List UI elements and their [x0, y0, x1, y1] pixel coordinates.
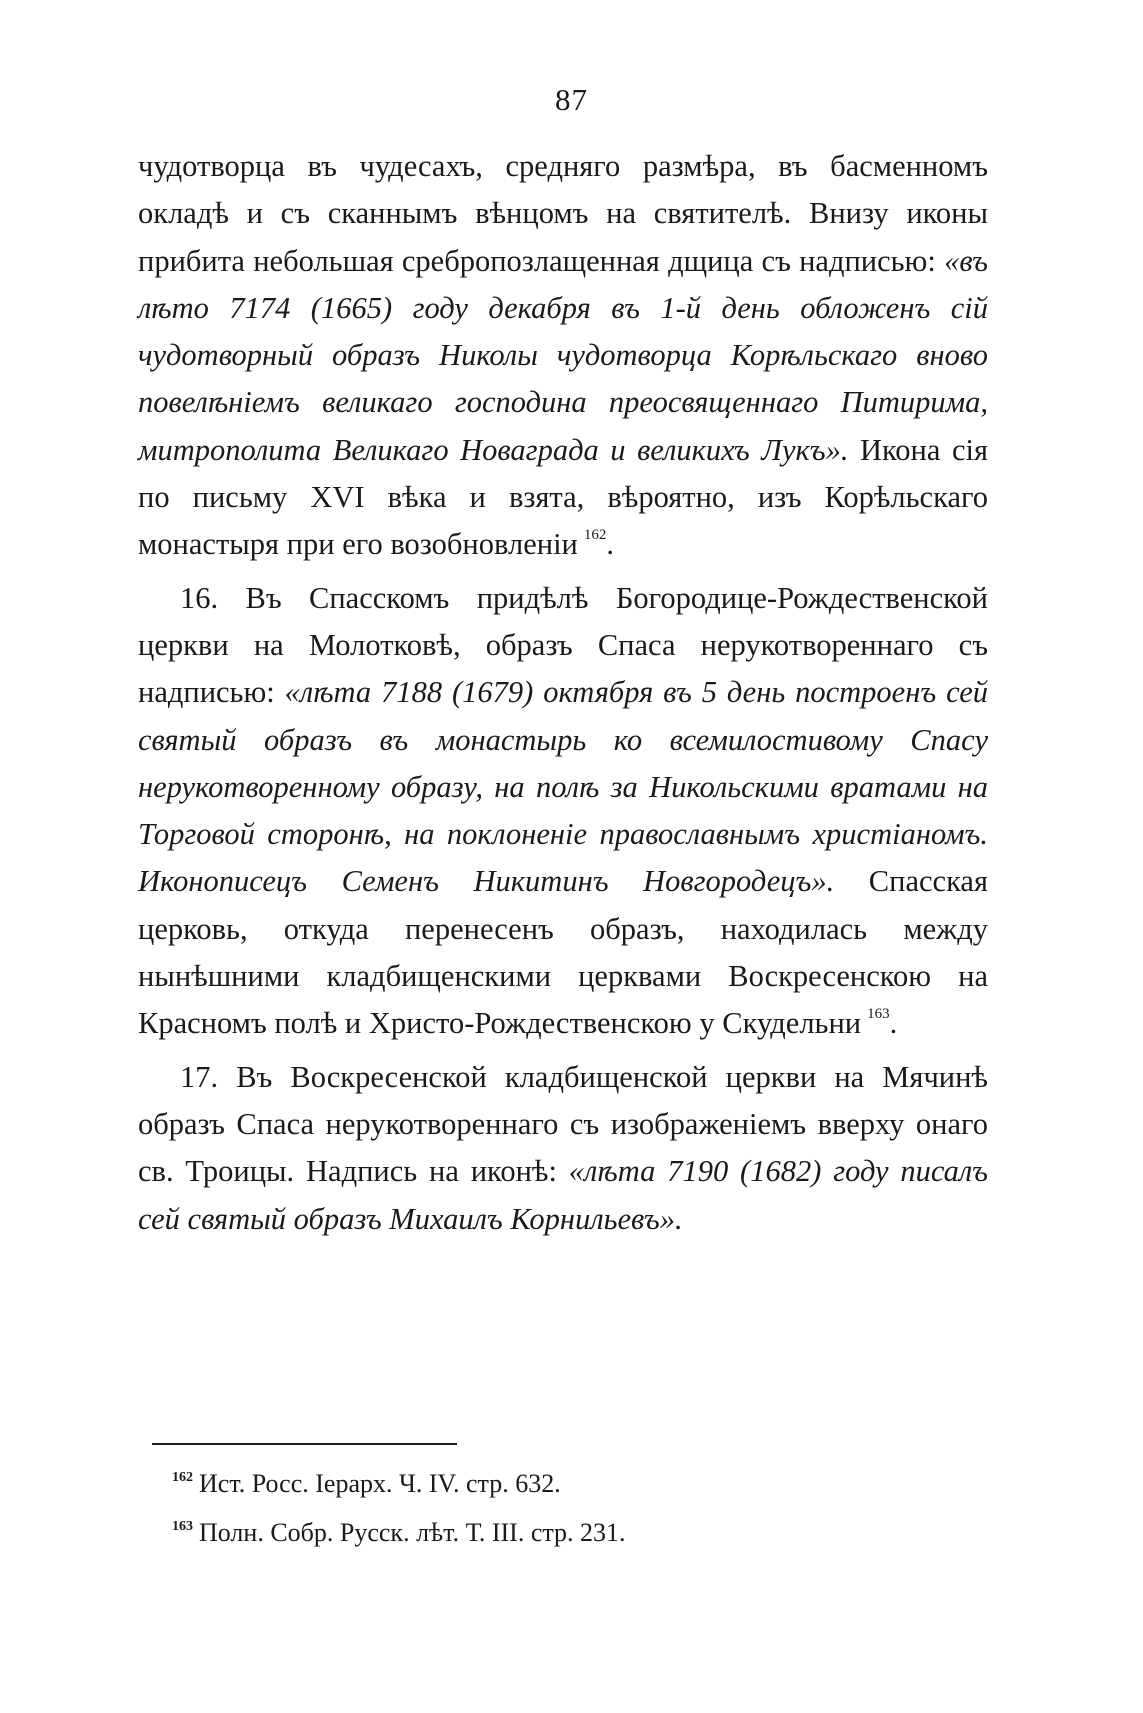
footnote-reference: 163	[867, 1006, 890, 1023]
footnote	[172, 1462, 992, 1511]
footnote-text: Полн. Собр. Русск. лѣт. Т. III. стр. 231.	[199, 1518, 626, 1547]
inscription-quote: «въ лѣто 7174 (1665) году декабря въ 1-й день обложенъ сій чудотворный образъ Николы чудотворца Корѣльскаго вново повелѣніемъ великаго господина преосвященнаго Питирима, митрополита Великаго Новаграда и великихъ Лукъ».	[138, 243, 988, 467]
inscription-quote: «лѣта 7190 (1682) году писалъ сей святый образъ Михаилъ Корнильевъ».	[138, 1154, 988, 1236]
paragraph-text: 16. Въ Спасскомъ придѣлѣ Богородице-Рождественской церкви на Молотковѣ, образъ Спаса нерукотвореннаго съ надписью:	[138, 580, 988, 710]
inscription-quote: «лѣта 7188 (1679) октября въ 5 день построенъ сей святый образъ въ монастырь ко всемилостивому Спасу нерукотворенному образу, на полѣ за Никольскими вратами на Торговой сторонѣ, на поклоненіе православнымъ христіаномъ. Иконописецъ Семенъ Никитинъ Новгородецъ».	[138, 675, 988, 899]
footnote-text: Ист. Росс. Іерарх. Ч. IV. стр. 632.	[199, 1469, 561, 1498]
paragraph-16	[138, 575, 988, 1054]
paragraph-text: 17. Въ Воскресенской кладбищенской церкви на Мячинѣ образъ Спаса нерукотвореннаго съ изображеніемъ вверху онаго св. Троицы. Надпись на иконѣ:	[138, 1059, 988, 1189]
footnote-reference: 162	[583, 527, 607, 544]
footnote-number: 162	[172, 1470, 193, 1485]
paragraph-end: .	[606, 527, 615, 562]
footnotes	[172, 1462, 992, 1560]
paragraph-17	[138, 1054, 988, 1243]
paragraph-15-continued	[138, 143, 988, 575]
body-text	[138, 143, 988, 1243]
paragraph-end: .	[889, 1006, 898, 1041]
paragraph-text: Спасская церковь, откуда перенесенъ образъ, находилась между нынѣшними кладбищенскими церквами Воскресенскою на Красномъ полѣ и Христо-Рождественскою у Скудельни	[138, 864, 989, 1041]
footnote	[172, 1511, 992, 1560]
footnote-divider	[152, 1443, 457, 1445]
footnote-number: 163	[172, 1519, 193, 1534]
page-number: 87	[555, 82, 588, 117]
paragraph-text: чудотворца въ чудесахъ, средняго размѣра, въ басменномъ окладѣ и съ сканнымъ вѣнцомъ на святителѣ. Внизу иконы прибита небольшая сребропозлащенная дщица съ надписью:	[138, 149, 988, 278]
paragraph-text: Икона сія по письму XVI вѣка и взята, вѣроятно, изъ Корѣльскаго монастыря при его возобновленіи	[138, 432, 988, 562]
